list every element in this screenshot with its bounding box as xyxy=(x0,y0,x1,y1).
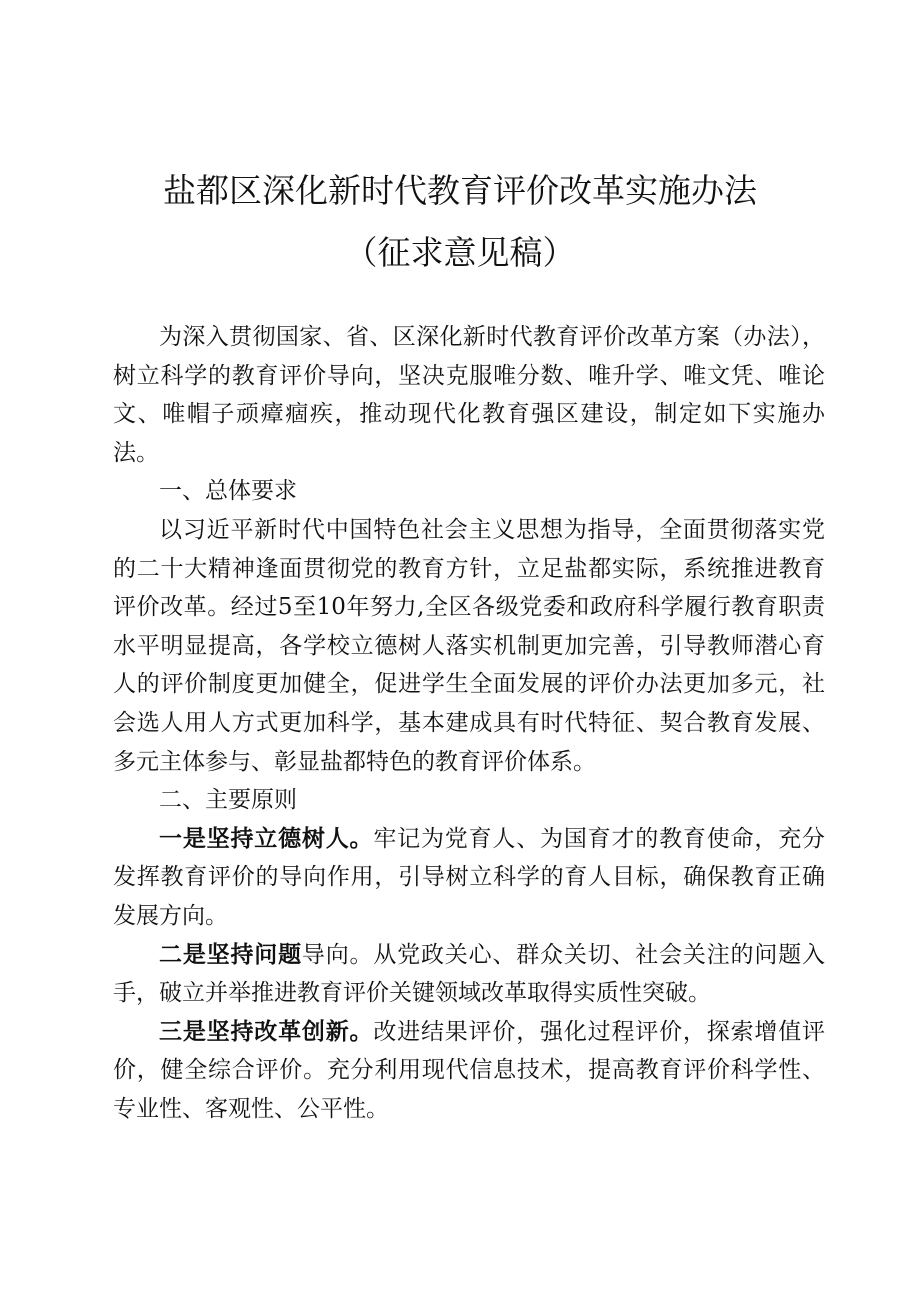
section-heading-main-principles: 二、主要原则 xyxy=(159,787,297,814)
principle-paragraph-1 xyxy=(113,820,825,936)
section-heading-overall-requirements: 一、总体要求 xyxy=(159,478,297,505)
principle-paragraph-2 xyxy=(113,936,825,1013)
principle-lead-3: 三是坚持改革创新。 xyxy=(159,1017,374,1045)
principle-text-2: 导向。从党政关心、群众关切、社会关注的问题入手，破立并举推进教育评价关键领域改革取得实质性突破。 xyxy=(113,941,826,1007)
intro-paragraph: 为深入贯彻国家、省、区深化新时代教育评价改革方案（办法），树立科学的教育评价导向，坚决克服唯分数、唯升学、唯文凭、唯论文、唯帽子顽瘴痼疾，推动现代化教育强区建设，制定如下实施办法。 xyxy=(113,324,825,466)
principle-paragraph-3 xyxy=(113,1013,825,1129)
document-title: 盐都区深化新时代教育评价改革实施办法 xyxy=(163,171,757,210)
document-subtitle: （征求意见稿） xyxy=(344,233,576,272)
principle-text-1: 牢记为党育人、为国育才的教育使命，充分发挥教育评价的导向作用，引导树立科学的育人目标，确保教育正确发展方向。 xyxy=(113,825,826,929)
principle-text-3: 改进结果评价，强化过程评价，探索增值评价，健全综合评价。充分利用现代信息技术，提高教育评价科学性、专业性、客观性、公平性。 xyxy=(113,1018,826,1122)
document-body xyxy=(113,318,825,1128)
principle-lead-1: 一是坚持立德树人。 xyxy=(159,824,374,852)
principle-lead-2: 二是坚持问题 xyxy=(159,940,302,968)
section-paragraph-overall-requirements: 以习近平新时代中国特色社会主义思想为指导，全面贯彻落实党的二十大精神逢面贯彻党的教育方针，立足盐都实际，系统推进教育评价改革。经过5至10年努力,全区各级党委和政府科学履行教育职责水平明显提高，各学校立德树人落实机制更加完善，引导教师潜心育人的评价制度更加健全，促进学生全面发展的评价办法更加多元，社会选人用人方式更加科学，基本建成具有时代特征、契合教育发展、多元主体参与、彰显盐都特色的教育评价体系。 xyxy=(113,516,825,775)
